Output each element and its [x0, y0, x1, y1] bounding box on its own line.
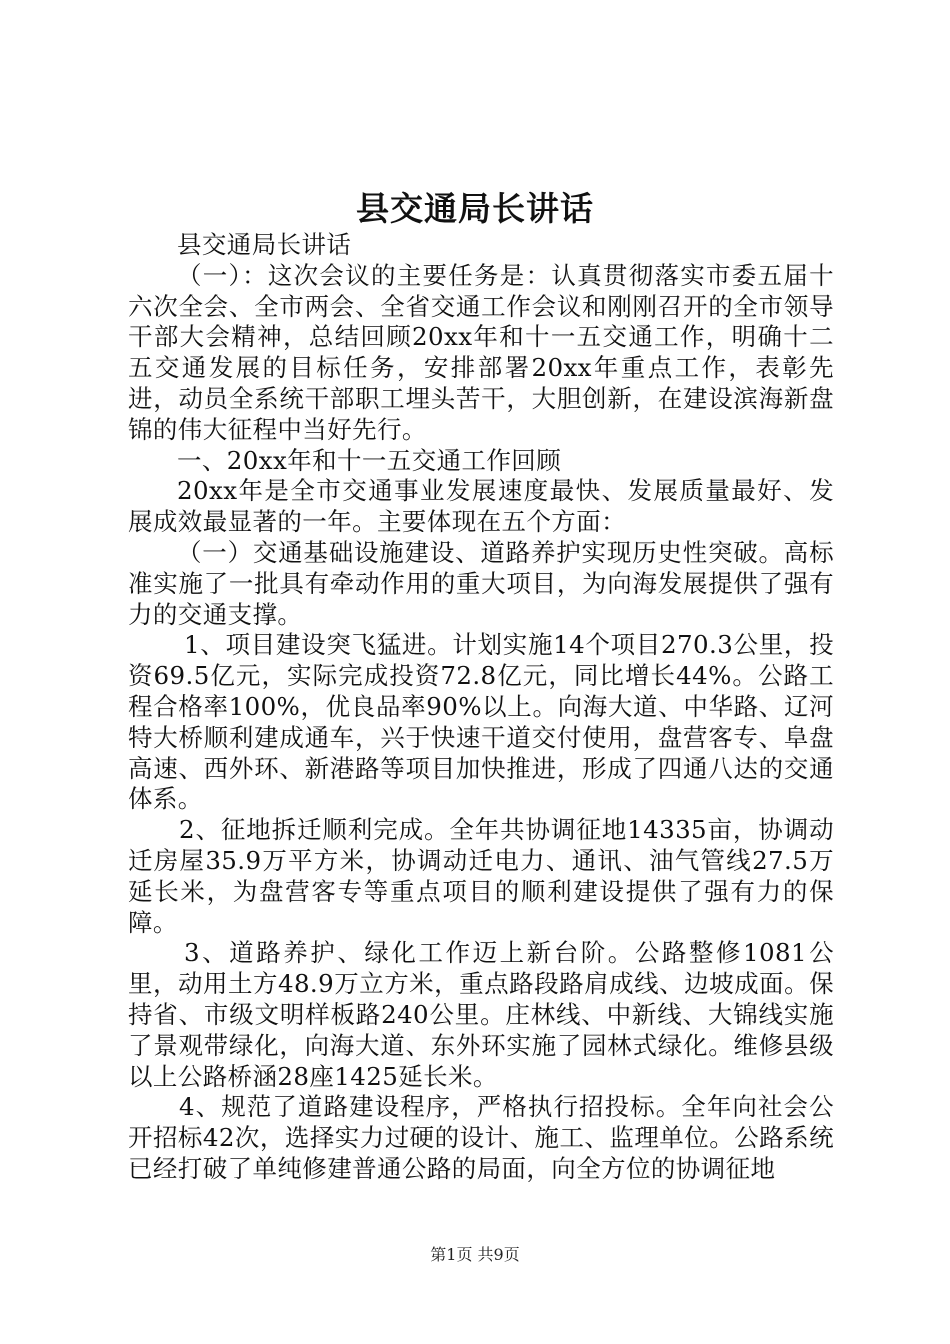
- paragraph-subtitle: 县交通局长讲话: [177, 230, 352, 259]
- paragraph-item-2: 2、征地拆迁顺利完成。全年共协调征地14335亩，协调动迁房屋35.9万平方米，协调动迁电力、通讯、油气管线27.5万延长米，为盘营客专等重点项目的顺利建设提供了强有力的保障。: [128, 815, 834, 937]
- paragraph-item-3: 3、道路养护、绿化工作迈上新台阶。公路整修1081公里，动用土方48.9万立方米，重点路段路肩成线、边坡成面。保持省、市级文明样板路240公里。庄林线、中新线、大锦线实施了景观带绿化，向海大道、东外环实施了园林式绿化。维修县级以上公路桥涵28座1425延长米。: [128, 938, 834, 1091]
- paragraph-intro: （一）：这次会议的主要任务是：认真贯彻落实市委五届十六次全会、全市两会、全省交通工作会议和刚刚召开的全市领导干部大会精神，总结回顾20xx年和十一五交通工作，明确十二五交通发展的目标任务，安排部署20xx年重点工作，表彰先进，动员全系统干部职工埋头苦干，大胆创新，在建设滨海新盘锦的伟大征程中当好先行。: [128, 260, 834, 444]
- paragraph-item-1: 1、项目建设突飞猛进。计划实施14个项目270.3公里，投资69.5亿元，实际完成投资72.8亿元，同比增长44%。公路工程合格率100%，优良品率90%以上。向海大道、中华路、辽河特大桥顺利建成通车，兴于快速干道交付使用，盘营客专、阜盘高速、西外环、新港路等项目加快推进，形成了四通八达的交通体系。: [128, 630, 834, 814]
- section-heading: 一、20xx年和十一五交通工作回顾: [177, 445, 562, 475]
- paragraph-item-4: 4、规范了道路建设程序，严格执行招投标。全年向社会公开招标42次，选择实力过硬的设计、施工、监理单位。公路系统已经打破了单纯修建普通公路的局面，向全方位的协调征地: [128, 1092, 834, 1183]
- page-number-footer: 第1页 共9页: [430, 1245, 520, 1264]
- document-title: 县交通局长讲话: [356, 189, 594, 228]
- document-body: [128, 230, 834, 1185]
- paragraph-overview: 20xx年是全市交通事业发展速度最快、发展质量最好、发展成效最显著的一年。主要体现在五个方面：: [128, 476, 834, 537]
- subsection-heading: （一）交通基础设施建设、道路养护实现历史性突破。高标准实施了一批具有牵动作用的重大项目，为向海发展提供了强有力的交通支撑。: [128, 537, 834, 629]
